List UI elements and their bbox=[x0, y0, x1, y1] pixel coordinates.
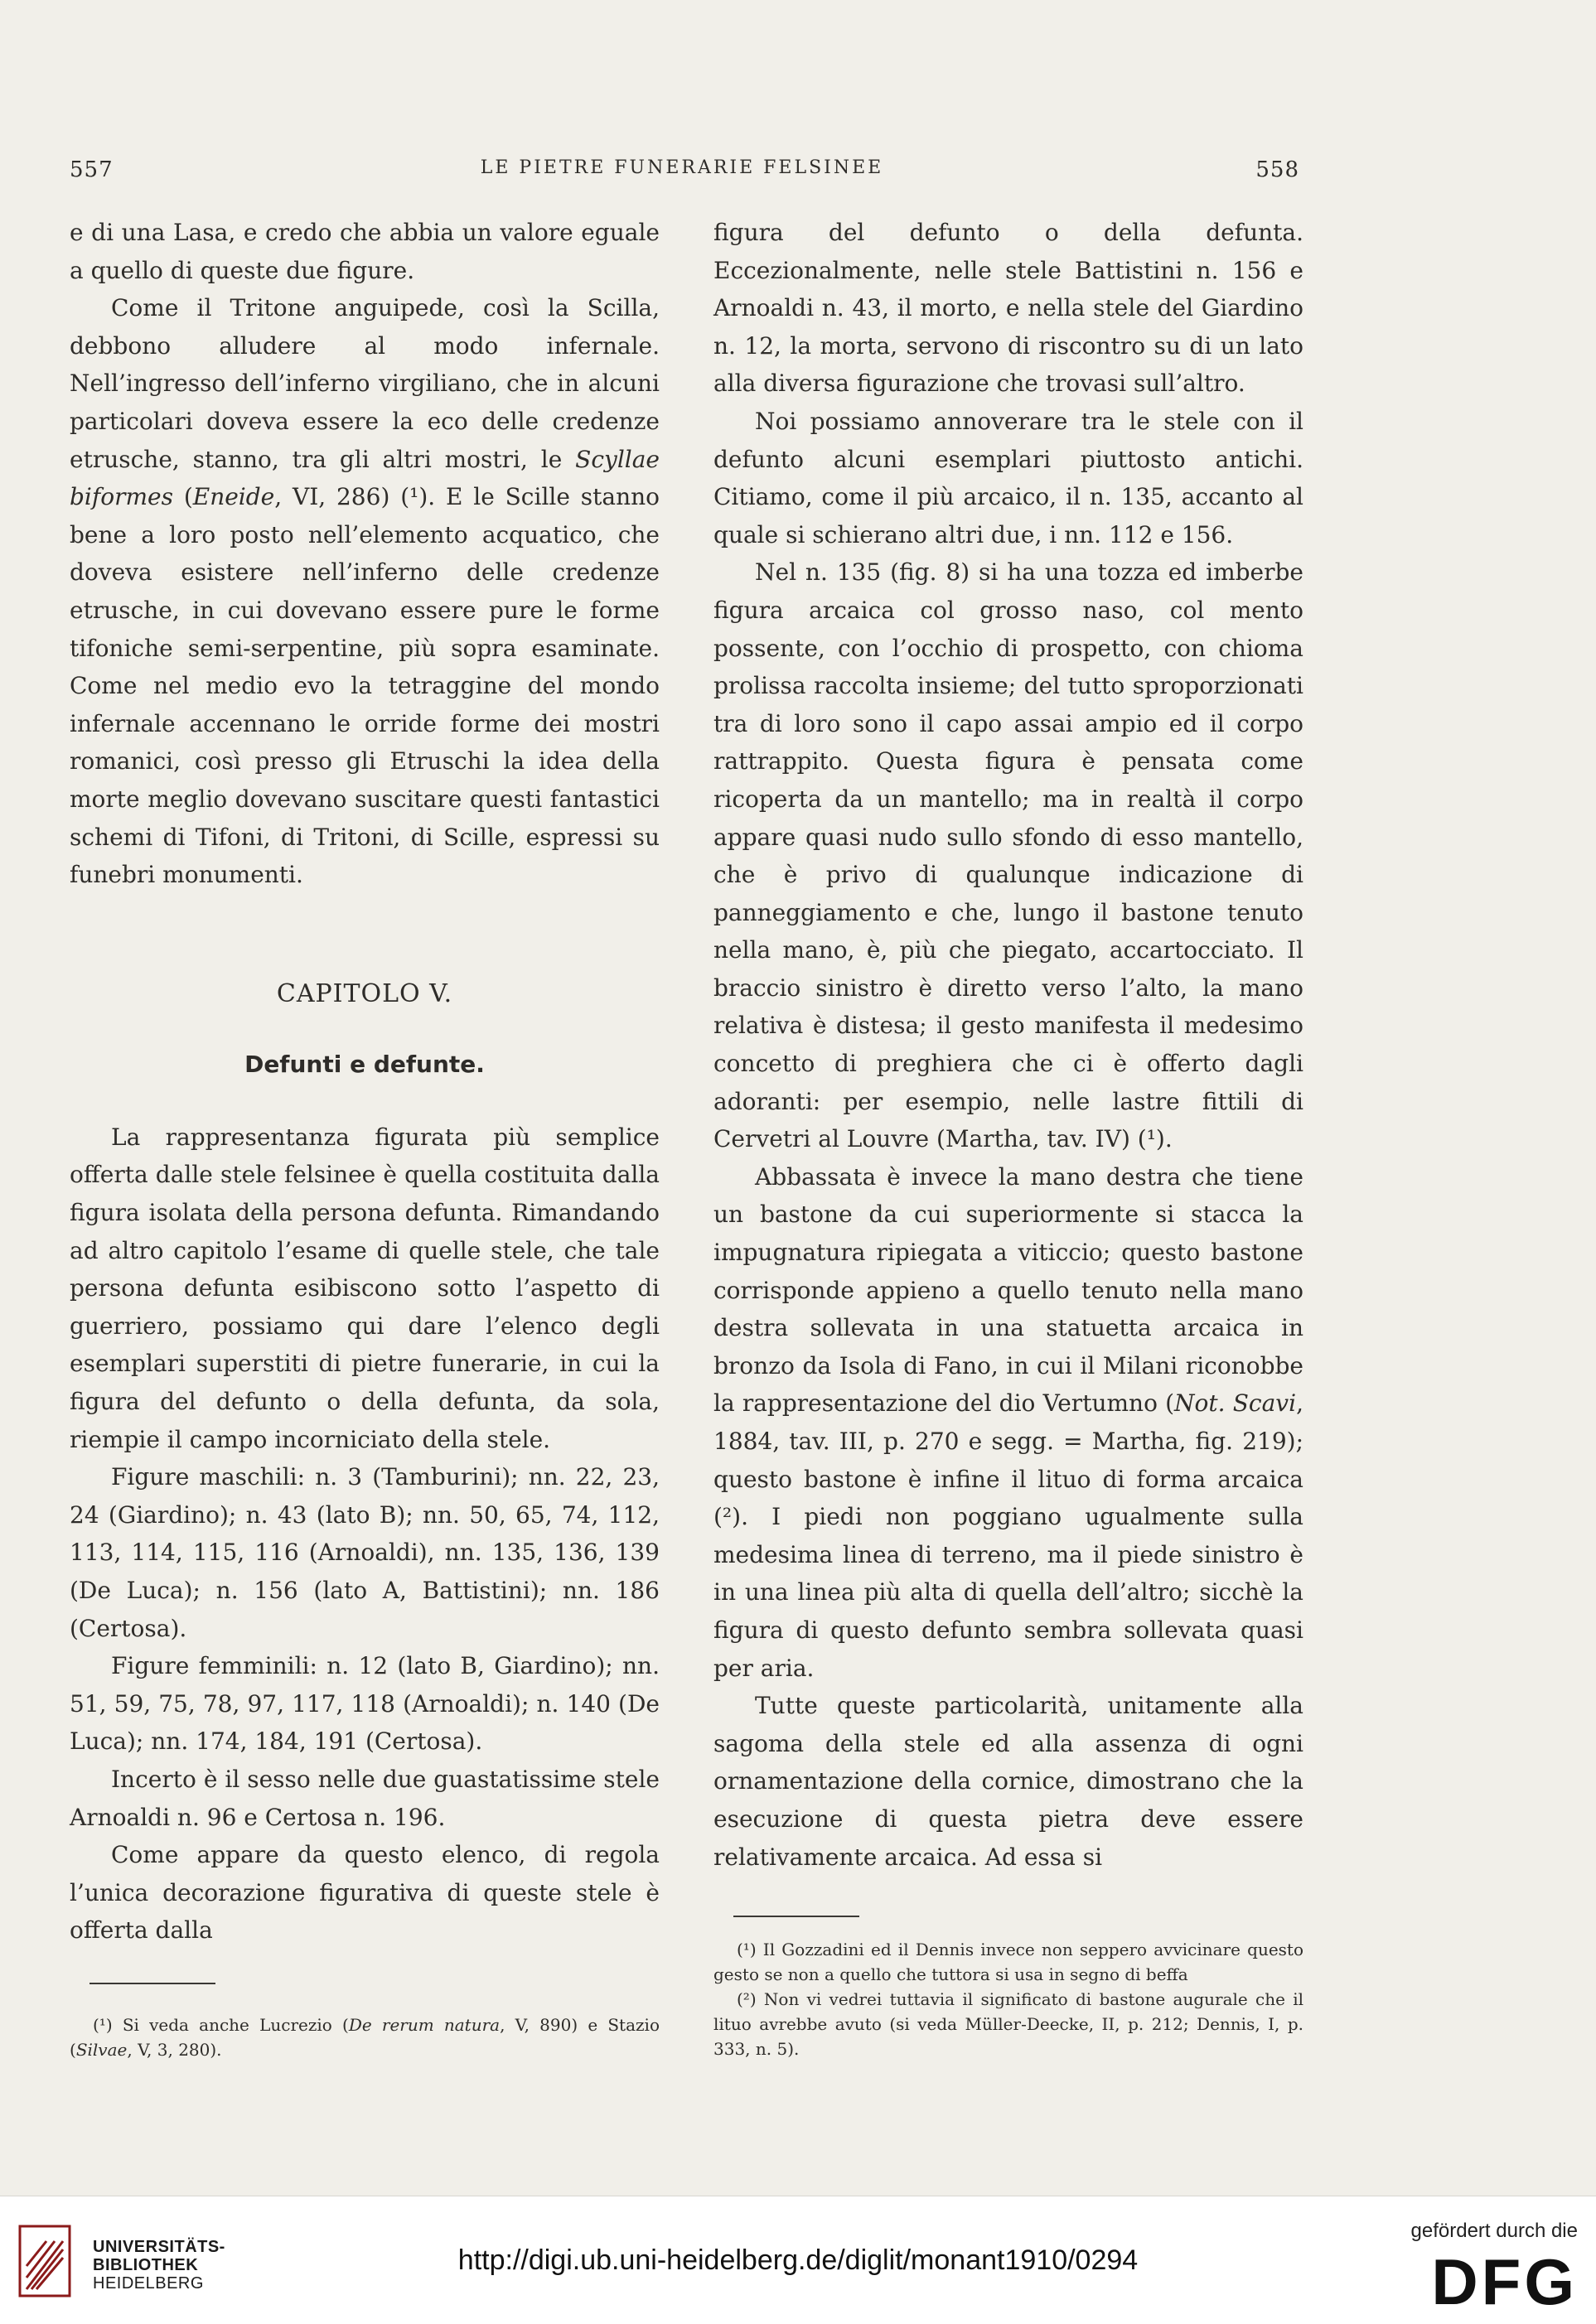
paragraph: e di una Lasa, e credo che abbia un valore eguale a quello di queste due figure. bbox=[70, 219, 660, 284]
italic-title: Scyllae biformes bbox=[70, 445, 660, 511]
footnote-rule bbox=[733, 1916, 859, 1917]
paragraph: Incerto è il sesso nelle due guastatissime stele Arnoaldi n. 96 e Certosa n. 196. bbox=[70, 1765, 660, 1831]
paragraph bbox=[70, 289, 660, 894]
viewer-footer bbox=[0, 2196, 1596, 2324]
paragraph: Tutte queste particolarità, unitamente alla sagoma della stele ed alla assenza di ogni ornamentazione della cornice, dimostrano che la esecuzione di questa pietra deve essere relativamente arcaica. Ad essa si bbox=[713, 1692, 1303, 1871]
footnote bbox=[70, 2012, 660, 2062]
paragraph: Nel n. 135 (fig. 8) si ha una tozza ed imberbe figura arcaica col grosso naso, col mento possente, con l’occhio di prospetto, con chioma prolissa raccolta insieme; del tutto sproporzionati tra di loro sono il capo assai ampio ed il corpo rattrappito. Questa figura è pensata come ricoperta da un mantello; ma in realtà il corpo appare quasi nudo sullo sfondo di esso mantello, che è privo di qualunque indicazione di panneggiamento e che, lungo il bastone tenuto nella mano, è, più che piegato, accartocciato. Il braccio sinistro è diretto verso l’alto, la mano relativa è distesa; il gesto manifesta il medesimo concetto di preghiera che ci è offerto dagli adoranti: per esempio, nelle lastre fittili di Cervetri al Louvre (Martha, tav. IV) (¹). bbox=[713, 558, 1303, 1153]
running-title: LE PIETRE FUNERARIE FELSINEE bbox=[480, 157, 884, 178]
paragraph: La rappresentanza figurata più semplice offerta dalle stele felsinee è quella costituita dalla figura isolata della persona defunta. Rimandando ad altro capitolo l’esame di quelle stele, che tale persona defunta esibiscono sotto l’aspetto di guerriero, possiamo qui dare l’elenco degli esemplari superstiti di pietre funerarie, in cui la figura del defunto o della defunta, da sola, riempie il campo incorniciato della stele. bbox=[70, 1123, 660, 1453]
paragraph: Figure maschili: n. 3 (Tamburini); nn. 22, 23, 24 (Giardino); n. 43 (lato B); nn. 50, 65, 74, 112, 113, 114, 115, 116 (Arnoaldi), nn. 135, 136, 139 (De Luca); n. 156 (lato A, Battistini); nn. 186 (Certosa). bbox=[70, 1463, 660, 1642]
text-run: , 1884, tav. III, p. 270 e segg. = Martha, fig. 219); questo bastone è infine il lituo di forma arcaica (²). I piedi non poggiano ugualmente sulla medesima linea di terreno, ma il piede sinistro è in una linea più alta di quella dell’altro; sicchè la figura di questo defunto sembra sollevata quasi per aria. bbox=[713, 1389, 1303, 1682]
paragraph: Figure femminili: n. 12 (lato B, Giardino); nn. 51, 59, 75, 78, 97, 117, 118 (Arnoaldi); n. 140 (De Luca); nn. 174, 184, 191 (Certosa). bbox=[70, 1652, 660, 1756]
right-column bbox=[713, 214, 1303, 2061]
library-name-line: UNIVERSITÄTS- bbox=[93, 2238, 225, 2256]
footnotes bbox=[70, 2012, 660, 2062]
left-column bbox=[70, 214, 660, 2062]
italic-title: De rerum natura bbox=[348, 2014, 501, 2035]
permalink-url[interactable]: http://digi.ub.uni-heidelberg.de/diglit/monant1910/0294 bbox=[457, 2244, 1139, 2276]
footnotes bbox=[713, 1937, 1303, 2061]
italic-title: Not. Scavi bbox=[1174, 1389, 1297, 1418]
library-name-line: BIBLIOTHEK bbox=[93, 2256, 199, 2274]
text-run: , V, 3, 280). bbox=[127, 2039, 222, 2060]
text-run: Come il Tritone anguipede, così la Scilla, debbono alludere al modo infernale. Nell’ingresso dell’inferno virgiliano, che in alcuni particolari doveva essere la eco delle credenze etrusche, stanno, tra gli altri mostri, le bbox=[70, 294, 660, 473]
text-run: , V, 890) e Stazio ( bbox=[70, 2014, 660, 2060]
page-number-left: 557 bbox=[70, 157, 114, 182]
footnote: (¹) Il Gozzadini ed il Dennis invece non seppero avvicinare questo gesto se non a quello che tuttora si usa in segno di beffa bbox=[713, 1940, 1303, 1985]
paragraph: Noi possiamo annoverare tra le stele con il defunto alcuni esemplari piuttosto antichi. Citiamo, come il più arcaico, il n. 135, accanto al quale si schierano altri due, i nn. 112 e 156. bbox=[713, 407, 1303, 548]
paragraph: figura del defunto o della defunta. Eccezionalmente, nelle stele Battistini n. 156 e Arnoaldi n. 43, il morto, e nella stele del Giardino n. 12, la morta, servono di riscontro su di un lato alla diversa figurazione che trovasi sull’altro. bbox=[713, 219, 1303, 398]
library-name-line: HEIDELBERG bbox=[93, 2274, 204, 2293]
section-title: Defunti e defunte. bbox=[244, 1051, 485, 1079]
dfg-logo[interactable]: DFG bbox=[1431, 2245, 1578, 2318]
funding-caption: gefördert durch die bbox=[1410, 2220, 1578, 2242]
italic-title: Eneide bbox=[192, 483, 275, 511]
footnote-rule bbox=[89, 1983, 215, 1984]
footnote: (²) Non vi vedrei tuttavia il significato di bastone augurale che il lituo avrebbe avuto (si veda Müller-Deecke, II, p. 212; Dennis, I, p. 333, n. 5). bbox=[713, 1989, 1303, 2060]
page-number-right: 558 bbox=[1255, 157, 1299, 182]
paragraph bbox=[713, 1158, 1303, 1687]
paragraph: Come appare da questo elenco, di regola l’unica decorazione figurativa di queste stele è offerta dalla bbox=[70, 1841, 660, 1945]
italic-title: Silvae bbox=[75, 2039, 128, 2060]
text-run: , VI, 286) (¹). E le Scille stanno bene a loro posto nell’elemento acquatico, che doveva esistere nell’inferno delle credenze etrusche, in cui dovevano essere pure le forme tifoniche semi-serpentine, più sopra esaminate. Come nel medio evo la tetraggine del mondo infernale accennano le orride forme dei mostri romanici, così presso gli Etruschi la idea della morte meglio dovevano suscitare questi fantastici schemi di Tifoni, di Tritoni, di Scille, espressi su funebri monumenti. bbox=[70, 483, 660, 889]
text-run: Abbassata è invece la mano destra che tiene un bastone da cui superiormente si stacca la impugnatura ripiegata a viticcio; questo bastone corrisponde appieno a quello tenuto nella mano destra sollevata in una statuetta arcaica in bronzo da Isola di Fano, in cui il Milani riconobbe la rappresentazione del dio Vertumno ( bbox=[713, 1162, 1303, 1418]
text-run: ( bbox=[172, 483, 193, 511]
text-run: (¹) Si veda anche Lucrezio ( bbox=[93, 2014, 349, 2035]
chapter-heading: CAPITOLO V. bbox=[276, 978, 453, 1008]
